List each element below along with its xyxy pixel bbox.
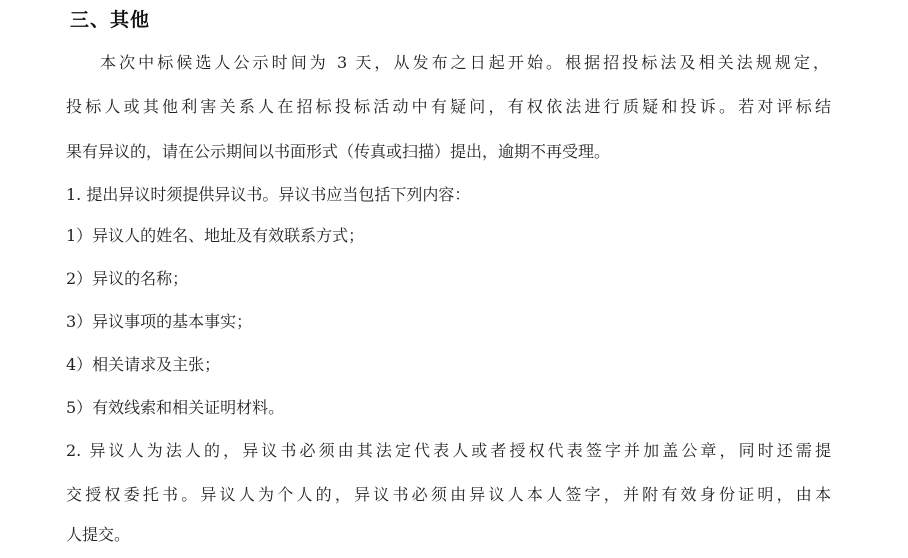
intro-line-3: 果有异议的，请在公示期间以书面形式（传真或扫描）提出，逾期不再受理。 xyxy=(66,142,611,161)
item-2-line-1: 2. 异议人为法人的，异议书必须由其法定代表人或者授权代表签字并加盖公章，同时还需提 xyxy=(66,441,831,460)
subitem-3: 3）异议事项的基本事实； xyxy=(66,312,253,331)
subitem-5: 5）有效线索和相关证明材料。 xyxy=(66,398,285,417)
item-1: 1. 提出异议时须提供异议书。异议书应当包括下列内容： xyxy=(66,185,471,204)
item-2-line-2: 交授权委托书。异议人为个人的，异议书必须由异议人本人签字，并附有效身份证明，由本 xyxy=(66,485,831,504)
subitem-1: 1）异议人的姓名、地址及有效联系方式； xyxy=(66,226,365,245)
subitem-4: 4）相关请求及主张； xyxy=(66,355,221,374)
item-2-line-3: 人提交。 xyxy=(66,525,131,544)
intro-line-2: 投标人或其他利害关系人在招标投标活动中有疑问，有权依法进行质疑和投诉。若对评标结 xyxy=(66,97,831,116)
subitem-2: 2）异议的名称； xyxy=(66,269,189,288)
intro-line-1: 本次中标候选人公示时间为 3 天，从发布之日起开始。根据招投标法及相关法规规定， xyxy=(100,53,829,72)
section-title: 三、其他 xyxy=(70,9,151,31)
